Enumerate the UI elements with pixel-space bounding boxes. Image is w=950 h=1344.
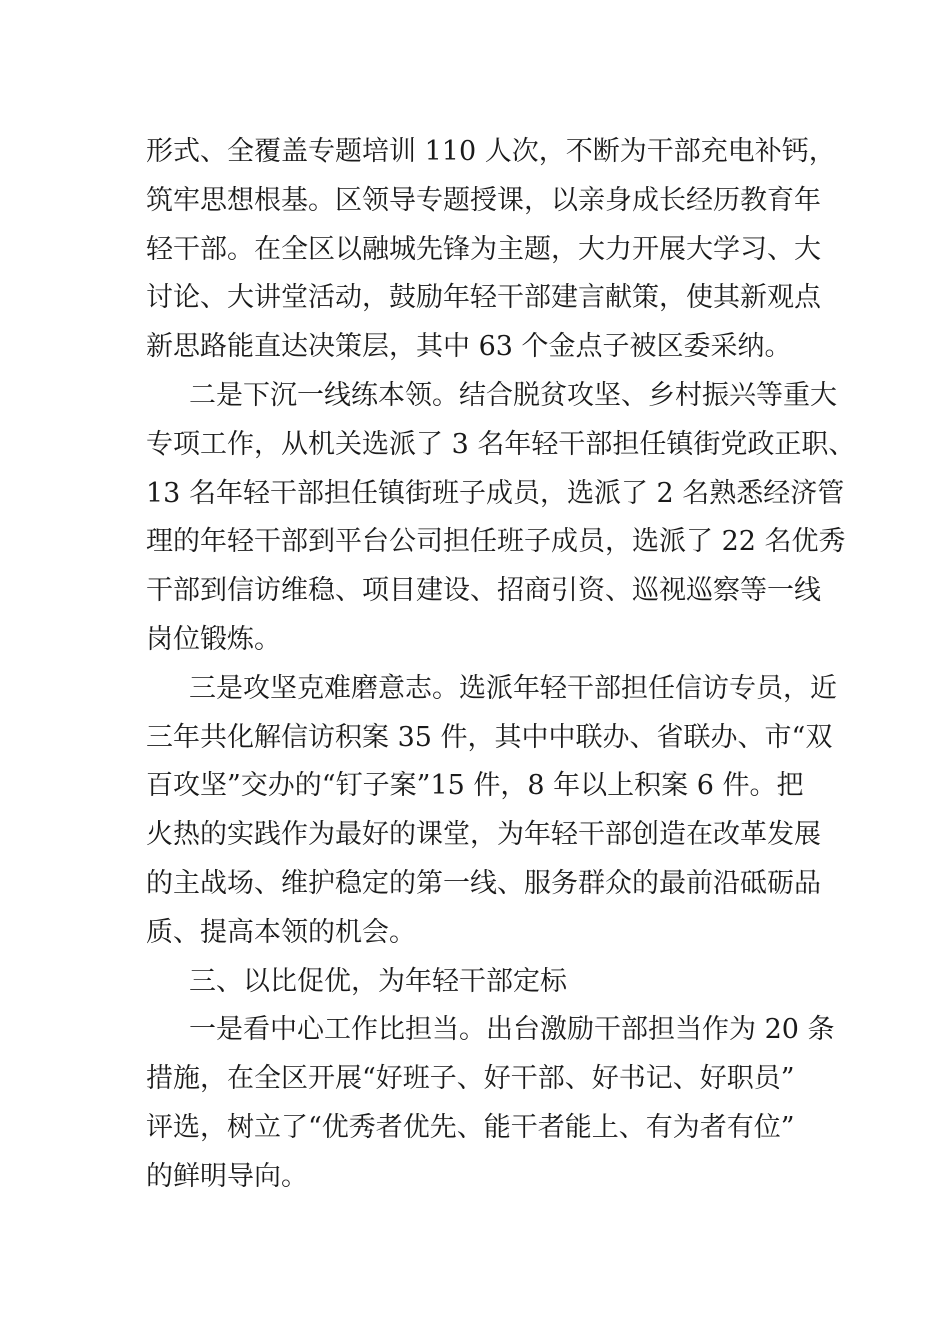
section-heading: 三、以比促优，为年轻干部定标 — [189, 965, 567, 997]
paragraph-line: 干部到信访维稳、项目建设、招商引资、巡视巡察等一线 — [146, 575, 821, 607]
paragraph-line: 轻干部。在全区以融城先锋为主题，大力开展大学习、大 — [146, 233, 821, 265]
paragraph-line: 火热的实践作为最好的课堂，为年轻干部创造在改革发展 — [146, 819, 821, 851]
document-body — [146, 128, 856, 1202]
paragraph-line: 百攻坚”交办的“钉子案”15 件，8 年以上积案 6 件。把 — [146, 770, 804, 802]
paragraph-line: 讨论、大讲堂活动，鼓励年轻干部建言献策，使其新观点 — [146, 282, 821, 314]
paragraph-line: 二是下沉一线练本领。结合脱贫攻坚、乡村振兴等重大 — [189, 379, 837, 411]
paragraph-line: 质、提高本领的机会。 — [146, 916, 416, 948]
paragraph-line: 一是看中心工作比担当。出台激励干部担当作为 20 条 — [189, 1014, 835, 1046]
paragraph-line: 岗位锻炼。 — [146, 623, 281, 655]
paragraph-line: 评选，树立了“优秀者优先、能干者能上、有为者有位” — [146, 1111, 795, 1143]
paragraph-line: 形式、全覆盖专题培训 110 人次，不断为干部充电补钙， — [146, 136, 836, 167]
paragraph-line: 13 名年轻干部担任镇街班子成员，选派了 2 名熟悉经济管 — [146, 477, 845, 509]
paragraph-line: 理的年轻干部到平台公司担任班子成员，选派了 22 名优秀 — [146, 526, 846, 558]
paragraph-line: 三年共化解信访积案 35 件，其中中联办、省联办、市“双 — [146, 721, 833, 753]
paragraph-line: 三是攻坚克难磨意志。选派年轻干部担任信访专员，近 — [189, 672, 837, 704]
paragraph-line: 专项工作，从机关选派了 3 名年轻干部担任镇街党政正职、 — [146, 428, 856, 460]
paragraph-line: 新思路能直达决策层，其中 63 个金点子被区委采纳。 — [146, 331, 792, 363]
paragraph-line: 的鲜明导向。 — [146, 1160, 308, 1192]
paragraph-line: 措施，在全区开展“好班子、好干部、好书记、好职员” — [146, 1063, 795, 1095]
paragraph-line: 的主战场、维护稳定的第一线、服务群众的最前沿砥砺品 — [146, 867, 821, 899]
paragraph-line: 筑牢思想根基。区领导专题授课，以亲身成长经历教育年 — [146, 184, 821, 216]
